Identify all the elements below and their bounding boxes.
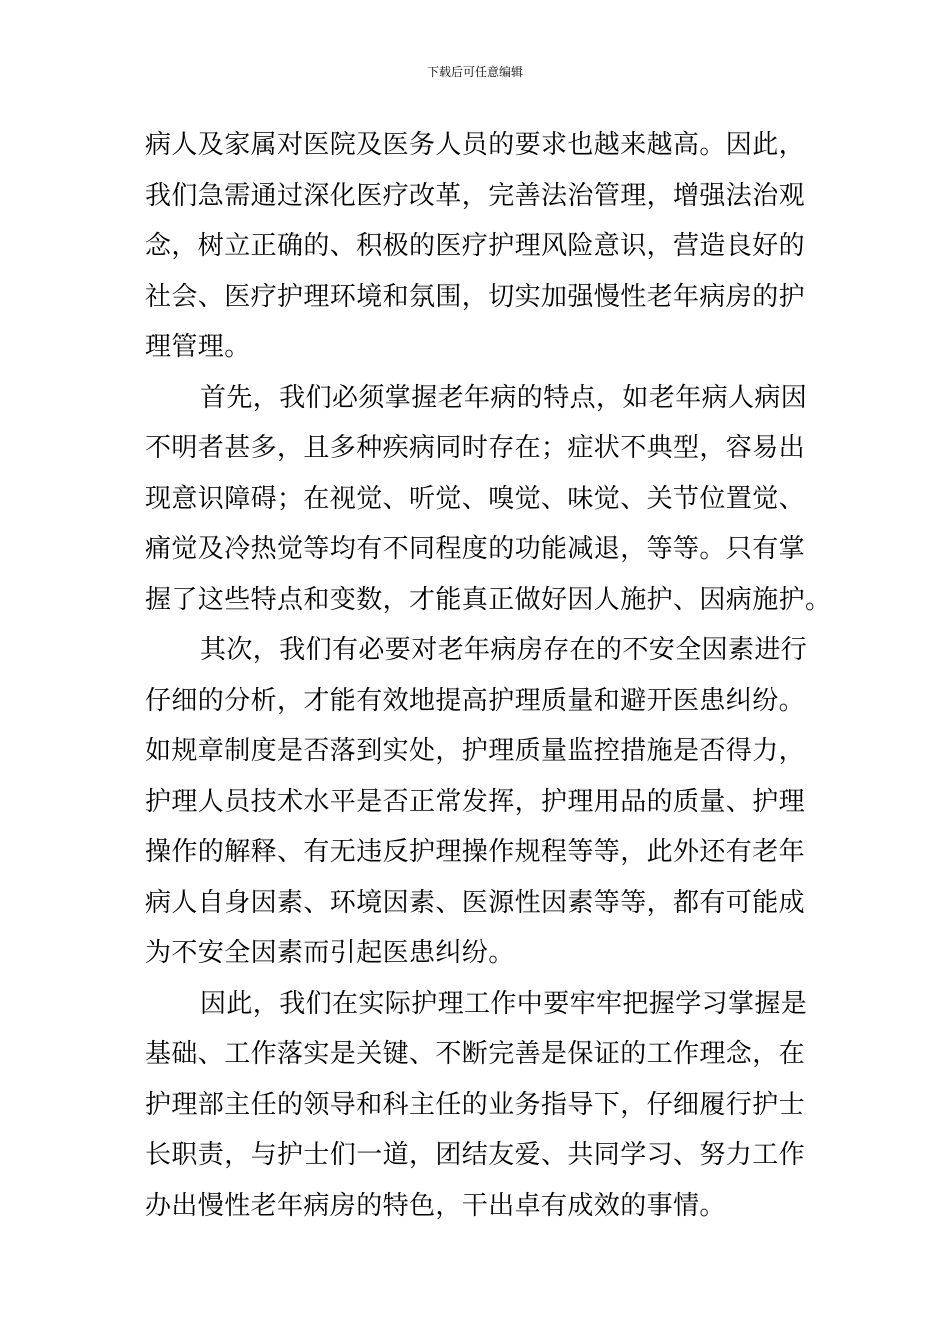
text-line: 痛觉及冷热觉等均有不同程度的功能减退，等等。只有掌 <box>145 534 806 564</box>
text-line: 操作的解释、有无违反护理操作规程等等，此外还有老年 <box>145 837 806 867</box>
paragraph-4 <box>145 979 825 1232</box>
text-line: 因此，我们在实际护理工作中要牢牢把握学习掌握是 <box>200 988 808 1019</box>
text-line: 不明者甚多，且多种疾病同时存在；症状不典型，容易出 <box>145 433 806 463</box>
text-line: 病人及家属对医院及医务人员的要求也越来越高。因此， <box>145 130 806 160</box>
text-line: 护理人员技术水平是否正常发挥，护理用品的质量、护理 <box>145 786 806 817</box>
text-line: 念，树立正确的、积极的医疗护理风险意识，营造良好的 <box>145 231 806 261</box>
text-line: 办出慢性老年病房的特色，干出卓有成效的事情。 <box>145 1190 726 1221</box>
text-line: 握了这些特点和变数，才能真正做好因人施护、因病施护。 <box>145 584 832 615</box>
text-line: 其次，我们有必要对老年病房存在的不安全因素进行 <box>200 635 808 665</box>
text-line: 病人自身因素、环境因素、医源性因素等等，都有可能成 <box>145 887 806 918</box>
paragraph-3 <box>145 625 825 979</box>
text-line: 社会、医疗护理环境和氛围，切实加强慢性老年病房的护 <box>145 281 806 312</box>
text-line: 基础、工作落实是关键、不断完善是保证的工作理念，在 <box>145 1039 806 1069</box>
text-line: 护理部主任的领导和科主任的业务指导下，仔细履行护士 <box>145 1089 806 1120</box>
text-line: 理管理。 <box>145 332 251 362</box>
paragraph-2 <box>145 373 832 626</box>
text-line: 长职责，与护士们一道，团结友爱、共同学习、努力工作 <box>145 1140 806 1170</box>
text-line: 如规章制度是否落到实处，护理质量监控措施是否得力， <box>145 736 806 766</box>
document-body <box>145 120 832 1231</box>
text-line: 我们急需通过深化医疗改革，完善法治管理，增强法治观 <box>145 180 806 211</box>
page-header: 下载后可任意编辑 <box>426 65 523 79</box>
text-line: 首先，我们必须掌握老年病的特点，如老年病人病因 <box>200 382 808 413</box>
text-line: 现意识障碍；在视觉、听觉、嗅觉、味觉、关节位置觉、 <box>145 483 806 514</box>
text-line: 为不安全因素而引起医患纠纷。 <box>145 938 515 968</box>
text-line: 仔细的分析，才能有效地提高护理质量和避开医患纠纷。 <box>145 685 806 716</box>
paragraph-1 <box>145 120 825 373</box>
